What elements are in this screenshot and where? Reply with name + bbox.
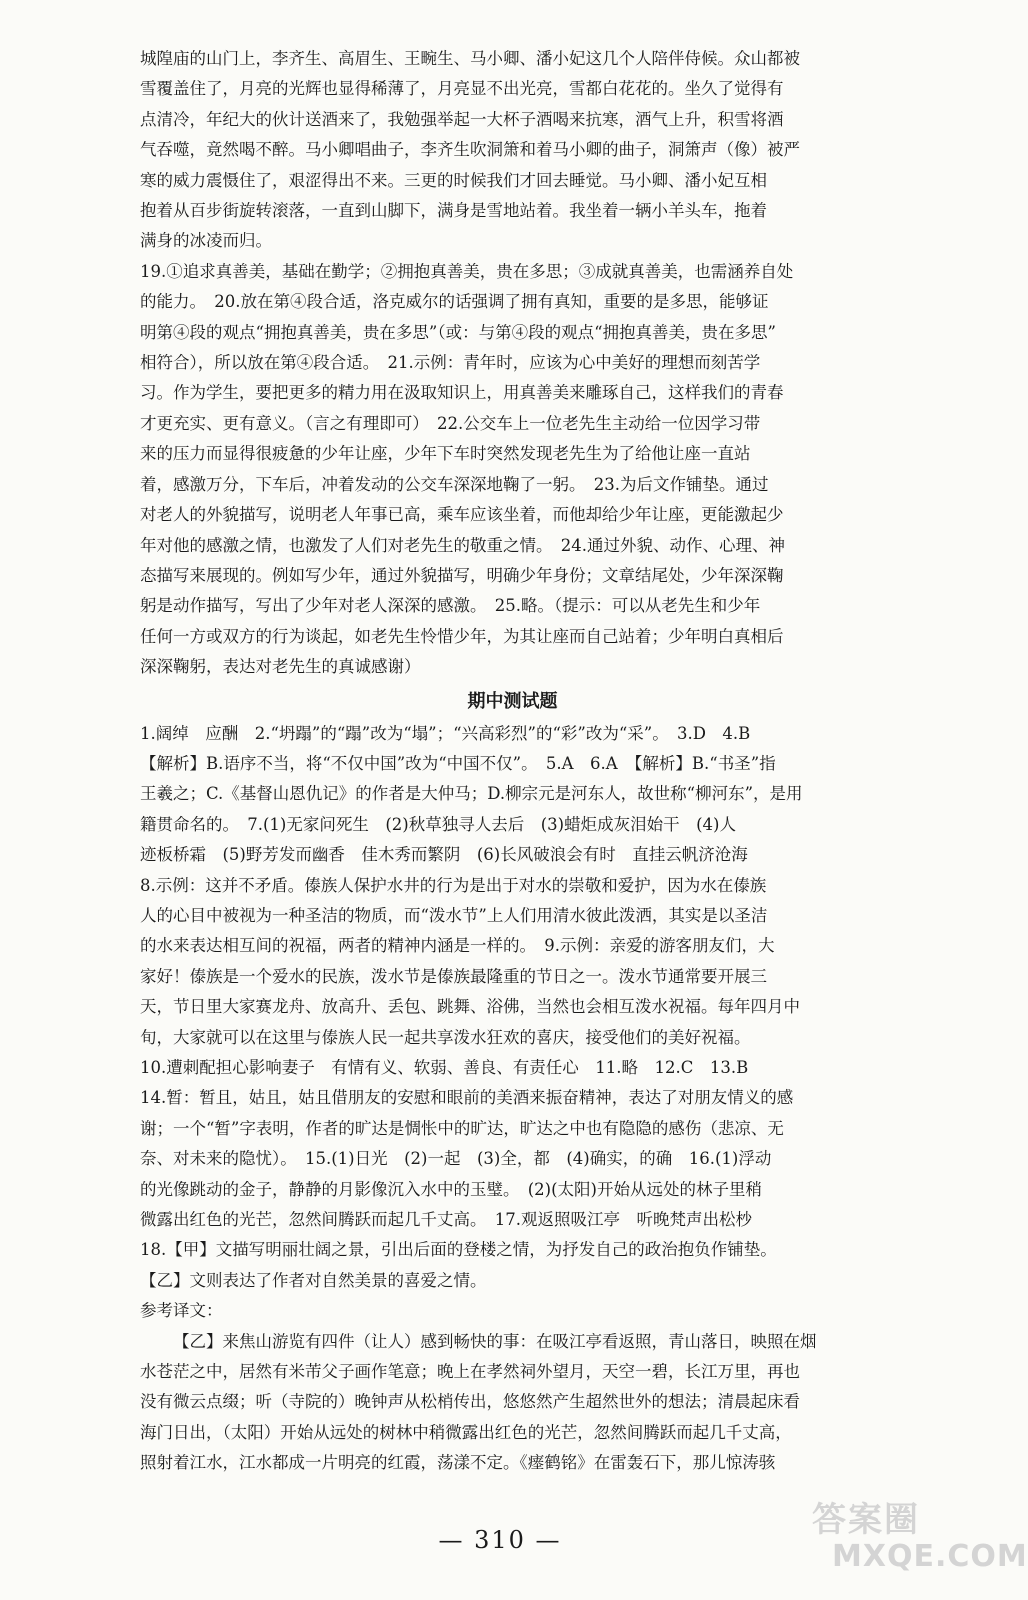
- text-line: 水苍茫之中，居然有米芾父子画作笔意；晚上在孝然祠外望月，天空一碧，长江万里，再也: [140, 1362, 800, 1382]
- text-line: 满身的冰凌而归。: [140, 231, 272, 251]
- text-line: 着，感激万分，下车后，冲着发动的公交车深深地鞠了一躬。 23.为后文作铺垫。通过: [140, 474, 769, 494]
- text-line: 迹板桥霜 (5)野芳发而幽香 佳木秀而繁阴 (6)长风破浪会有时 直挂云帆济沧海: [140, 845, 748, 865]
- text-line: 【乙】来焦山游览有四件（让人）感到畅快的事：在吸江亭看返照，青山落日，映照在烟: [173, 1331, 817, 1351]
- answers-19-25: [140, 257, 885, 683]
- page-number: — 310 —: [438, 1526, 562, 1554]
- text-line: 人的心目中被视为一种圣洁的物质，而“泼水节”上人们用清水彼此泼洒，其实是以圣洁: [140, 905, 768, 925]
- text-line: 19.①追求真善美，基础在勤学；②拥抱真善美，贵在多思；③成就真善美，也需涵养自处: [140, 261, 794, 281]
- text-line: 微露出红色的光芒，忽然间腾跃而起几千丈高。 17.观返照吸江亭 听晚梵声出松杪: [140, 1210, 752, 1230]
- section-title-midterm: 期中测试题: [467, 690, 558, 712]
- text-line: 【乙】文则表达了作者对自然美景的喜爱之情。: [140, 1270, 487, 1290]
- watermark-line1: 答案圈: [812, 1500, 920, 1540]
- text-line: 【解析】B.语序不当，将“不仅中国”改为“中国不仅”。 5.A 6.A 【解析】B.“书圣”指: [140, 753, 776, 773]
- text-line: 对老人的外貌描写，说明老人年事已高，乘车应该坐着，而他却给少年让座，更能激起少: [140, 505, 784, 525]
- translation-continued-paragraph: [140, 44, 885, 257]
- text-line: 旬，大家就可以在这里与傣族人民一起共享泼水狂欢的喜庆，接受他们的美好祝福。: [140, 1027, 751, 1047]
- text-line: 照射着江水，江水都成一片明亮的红霞，荡漾不定。《瘗鹤铭》在雷轰石下，那儿惊涛骇: [140, 1453, 776, 1473]
- text-line: 寒的威力震慑住了，艰涩得出不来。三更的时候我们才回去睡觉。马小卿、潘小妃互相: [140, 170, 767, 190]
- translation-paragraph: [140, 1327, 885, 1479]
- text-line: 王羲之；C.《基督山恩仇记》的作者是大仲马；D.柳宗元是河东人，故世称“柳河东”，是用: [140, 784, 803, 804]
- text-line: 1.阔绰 应酬 2.“坍蹋”的“蹋”改为“塌”；“兴高彩烈”的“彩”改为“采”。 3.D 4.B: [140, 723, 751, 743]
- text-line: 的光像跳动的金子，静静的月影像沉入水中的玉璧。 (2)(太阳)开始从远处的林子里稍: [140, 1179, 762, 1199]
- text-line: 8.示例：这并不矛盾。傣族人保护水井的行为是出于对水的崇敬和爱护，因为水在傣族: [140, 875, 767, 895]
- text-line: 态描写来展现的。例如写少年，通过外貌描写，明确少年身份；文章结尾处，少年深深鞠: [140, 565, 784, 585]
- text-line: 家好！傣族是一个爱水的民族，泼水节是傣族最隆重的节日之一。泼水节通常要开展三: [140, 966, 767, 986]
- text-line: 天，节日里大家赛龙舟、放高升、丢包、跳舞、浴佛，当然也会相互泼水祝福。每年四月中: [140, 997, 800, 1017]
- text-line: 10.遭刺配担心影响妻子 有情有义、软弱、善良、有责任心 11.略 12.C 13.B: [140, 1058, 749, 1077]
- text-line: 明第④段的观点“拥抱真善美，贵在多思”（或：与第④段的观点“拥抱真善美，贵在多思”: [140, 322, 776, 342]
- text-line: 籍贯命名的。 7.(1)无家问死生 (2)秋草独寻人去后 (3)蜡炬成灰泪始干 (4)人: [140, 814, 736, 834]
- text-line: 习。作为学生，要把更多的精力用在汲取知识上，用真善美来雕琢自己，这样我们的青春: [140, 383, 784, 403]
- text-line: 14.暂：暂且，姑且，姑且借朋友的安慰和眼前的美酒来振奋精神，表达了对朋友情义的感: [140, 1088, 794, 1108]
- text-line: 谢；一个“暂”字表明，作者的旷达是惆怅中的旷达，旷达之中也有隐隐的感伤（悲凉、无: [140, 1118, 784, 1138]
- text-line: 点清冷，年纪大的伙计送酒来了，我勉强举起一大杯子酒喝来抗寒，酒气上升，积雪将酒: [140, 109, 784, 129]
- text-line: 抱着从百步街旋转滚落，一直到山脚下，满身是雪地站着。我坐着一辆小羊头车，拖着: [140, 201, 767, 221]
- text-line: 深深鞠躬，表达对老先生的真诚感谢）: [140, 657, 421, 677]
- text-line: 来的压力而显得很疲惫的少年让座，少年下车时突然发现老先生为了给他让座一直站: [140, 444, 751, 464]
- text-line: 年对他的感激之情，也激发了人们对老先生的敬重之情。 24.通过外貌、动作、心理、神: [140, 535, 785, 555]
- text-line: 才更充实、更有意义。（言之有理即可） 22.公交车上一位老先生主动给一位因学习带: [140, 413, 761, 433]
- text-line: 奈、对未来的隐忧）。 15.(1)日光 (2)一起 (3)全，都 (4)确实，的确 16.(1)浮动: [140, 1149, 772, 1169]
- text-line: 18.【甲】文描写明丽壮阔之景，引出后面的登楼之情，为抒发自己的政治抱负作铺垫。: [140, 1240, 777, 1260]
- watermark-logo: [812, 1500, 1028, 1600]
- text-line: 城隍庙的山门上，李齐生、高眉生、王畹生、马小卿、潘小妃这几个人陪伴侍候。众山都被: [140, 49, 800, 68]
- answers-midterm: [140, 719, 885, 1297]
- watermark-line2: MXQE.COM: [832, 1539, 1028, 1574]
- answer-content: [140, 44, 885, 1479]
- text-line: 雪覆盖住了，月亮的光辉也显得稀薄了，月亮显不出光亮，雪都白花花的。坐久了觉得有: [140, 79, 784, 99]
- text-line: 相符合），所以放在第④段合适。 21.示例：青年时，应该为心中美好的理想而刻苦学: [140, 353, 761, 373]
- text-line: 任何一方或双方的行为谈起，如老先生怜惜少年，为其让座而自己站着；少年明白真相后: [140, 626, 784, 646]
- text-line: 的能力。 20.放在第④段合适，洛克威尔的话强调了拥有真知，重要的是多思，能够证: [140, 292, 769, 312]
- text-line: 躬是动作描写，写出了少年对老人深深的感激。 25.略。（提示：可以从老先生和少年: [140, 596, 761, 616]
- text-line: 没有微云点缀；听（寺院的）晚钟声从松梢传出，悠悠然产生超然世外的想法；清晨起床看: [140, 1392, 800, 1412]
- text-line: 的水来表达相互间的祝福，两者的精神内涵是一样的。 9.示例：亲爱的游客朋友们，大: [140, 936, 775, 956]
- text-line: 气吞噬，竟然喝不醉。马小卿唱曲子，李齐生吹洞箫和着马小卿的曲子，洞箫声（像）被严: [140, 140, 800, 160]
- text-line: 海门日出，（太阳）开始从远处的树林中稍微露出红色的光芒，忽然间腾跃而起几千丈高，: [140, 1422, 792, 1442]
- translation-label: 参考译文：: [140, 1301, 223, 1321]
